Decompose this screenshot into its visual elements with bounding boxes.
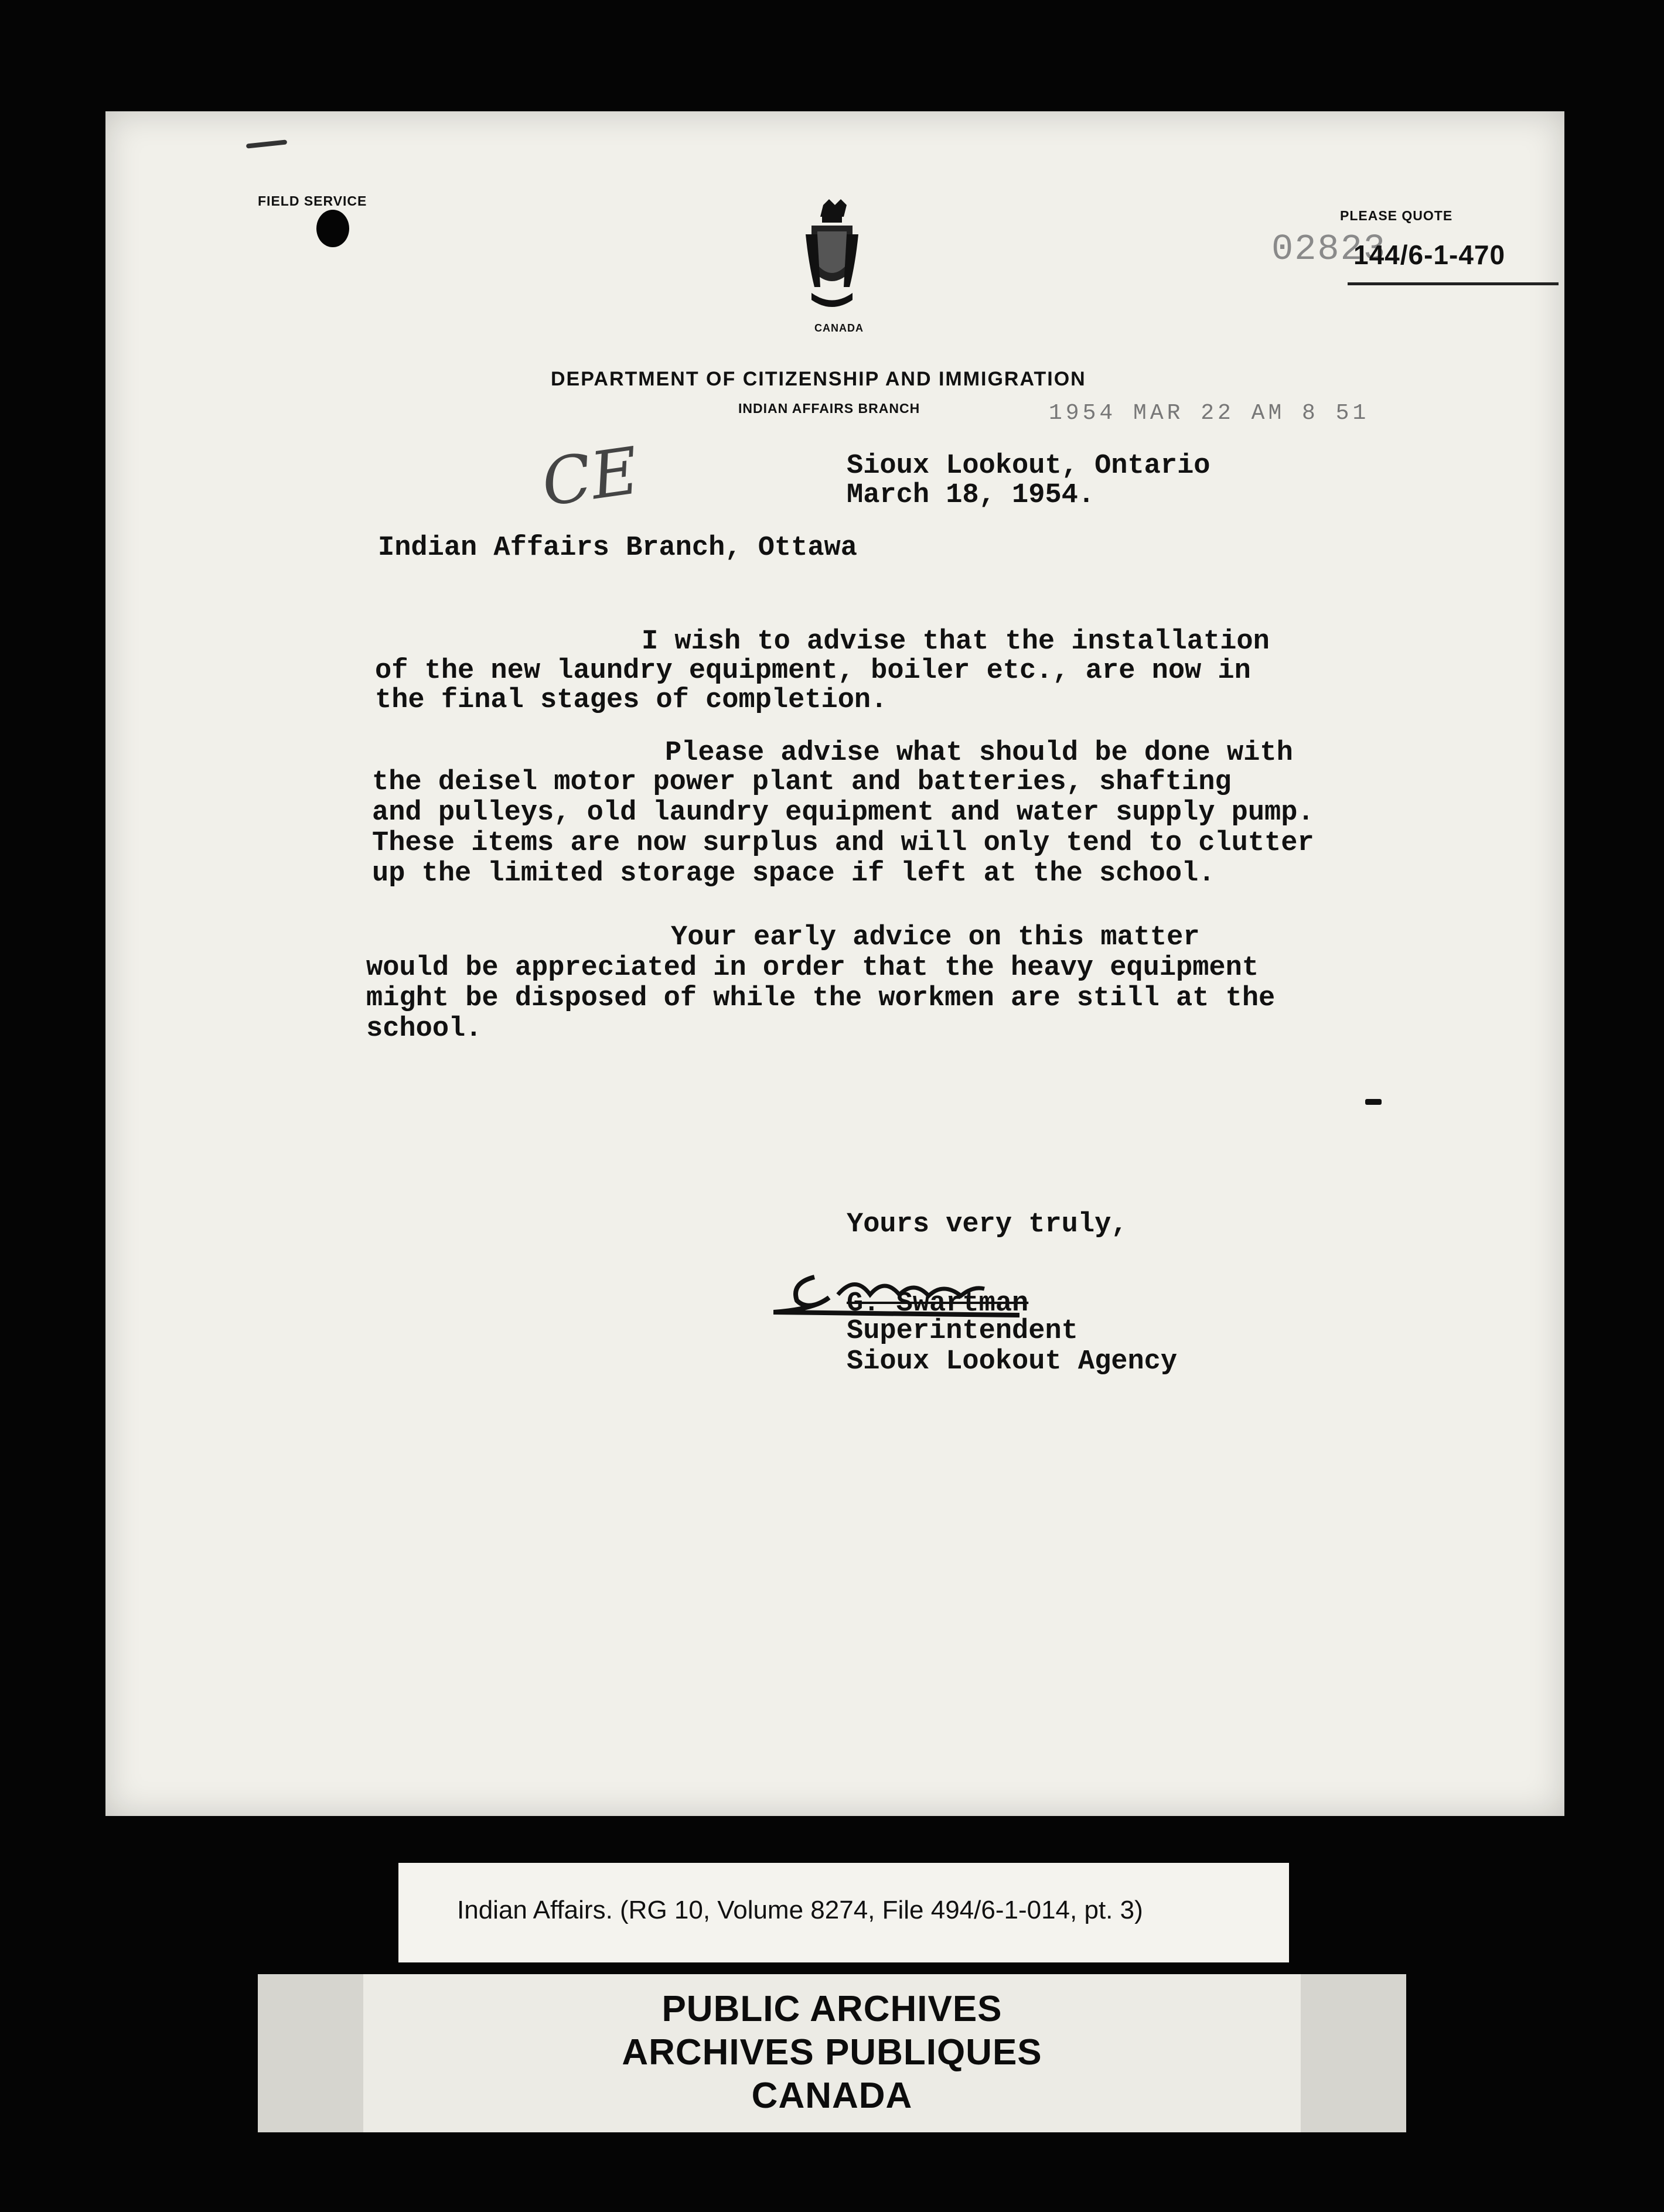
paragraph3-line: might be disposed of while the workmen are still at the [366, 983, 1276, 1014]
stray-mark [1365, 1099, 1382, 1105]
pen-mark [246, 139, 287, 148]
paragraph3-line: would be appreciated in order that the heavy equipment [366, 953, 1259, 984]
file-number-underline [1348, 282, 1559, 285]
registry-stamp-number: 02823 [1271, 228, 1387, 270]
branch-name: INDIAN AFFAIRS BRANCH [738, 401, 920, 416]
public-archives-label [258, 1974, 1406, 2132]
archives-line-2: ARCHIVES PUBLIQUES [622, 2032, 1042, 2073]
paragraph1-line: of the new laundry equipment, boiler etc., are now in [375, 656, 1251, 687]
paragraph3-line: school. [366, 1013, 482, 1044]
paragraph2-line: These items are now surplus and will only tend to clutter [372, 828, 1314, 859]
closing: Yours very truly, [847, 1209, 1128, 1240]
ink-blot [316, 210, 349, 247]
paragraph1-line: I wish to advise that the installation [642, 626, 1270, 657]
letter-recipient: Indian Affairs Branch, Ottawa [378, 532, 857, 564]
paragraph2-line: Please advise what should be done with [665, 738, 1293, 769]
paragraph2-line: the deisel motor power plant and batteries, shafting [372, 767, 1232, 798]
archives-line-1: PUBLIC ARCHIVES [661, 1989, 1003, 2029]
letter-date: March 18, 1954. [847, 480, 1095, 511]
department-name: DEPARTMENT OF CITIZENSHIP AND IMMIGRATION [551, 368, 1086, 390]
signer-agency: Sioux Lookout Agency [847, 1346, 1178, 1377]
coat-of-arms-caption: CANADA [814, 322, 864, 334]
archive-citation-label [398, 1863, 1289, 1962]
paragraph1-line: the final stages of completion. [375, 685, 888, 716]
paragraph2-line: up the limited storage space if left at the school. [372, 858, 1215, 889]
archive-citation: Indian Affairs. (RG 10, Volume 8274, File 494/6-1-014, pt. 3) [457, 1896, 1143, 1924]
letter-page [105, 111, 1564, 1816]
paragraph2-line: and pulleys, old laundry equipment and water supply pump. [372, 797, 1314, 828]
signer-typed-name: G. Swartman [847, 1288, 1029, 1319]
canada-coat-of-arms-icon [806, 199, 858, 316]
file-number: 144/6-1-470 [1353, 240, 1506, 270]
letter-place: Sioux Lookout, Ontario [847, 450, 1211, 482]
field-service-label: FIELD SERVICE [258, 193, 367, 209]
paragraph3-line: Your early advice on this matter [671, 922, 1200, 953]
please-quote-label: PLEASE QUOTE [1340, 208, 1453, 223]
received-date-stamp: 1954 MAR 22 AM 8 51 [1049, 401, 1370, 426]
handwritten-initials: CE [537, 433, 643, 521]
signer-title: Superintendent [847, 1316, 1078, 1347]
archives-line-3: CANADA [751, 2076, 913, 2116]
